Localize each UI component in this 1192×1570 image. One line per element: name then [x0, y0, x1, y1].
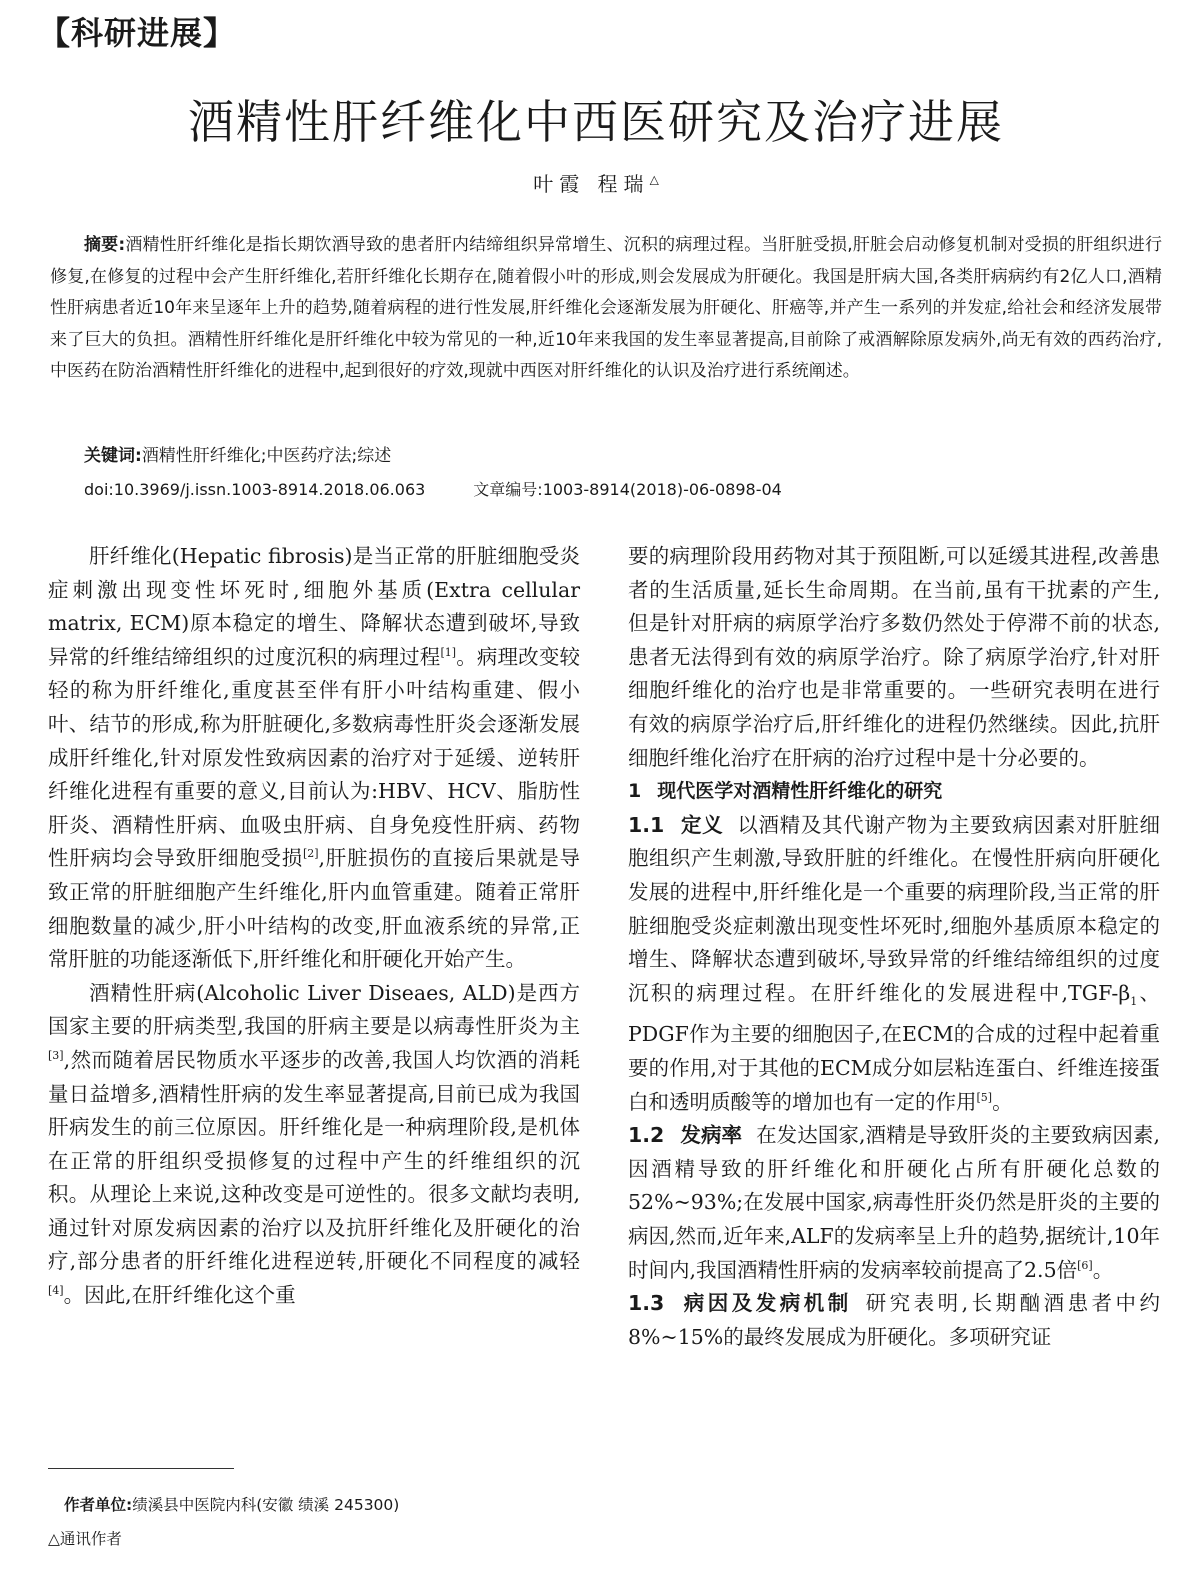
keywords: [84, 441, 391, 466]
affiliation-label: 作者单位:: [64, 1496, 133, 1514]
subscript: 1: [1130, 994, 1138, 1008]
section-number: 1: [628, 780, 642, 803]
section-tag: 【科研进展】: [38, 14, 237, 52]
left-column: [48, 540, 580, 1313]
subsection-title: 病因及发病机制: [680, 1291, 852, 1316]
abstract-label: 摘要:: [84, 235, 126, 255]
citation: [2]: [302, 847, 319, 861]
corresponding-author-note: △通讯作者: [48, 1530, 122, 1548]
article-title: 酒精性肝纤维化中西医研究及治疗进展: [188, 95, 1004, 149]
author-names: 叶霞 程瑞: [533, 172, 650, 196]
citation: [1]: [440, 645, 457, 659]
subsection-incidence: 1.2 发病率 在发达国家,酒精是导致肝炎的主要致病因素,因酒精导致的肝纤维化和肝硬化占所有肝硬化总数的52%~93%;在发展中国家,病毒性肝炎仍然是肝炎的主要的病因,然而,近年来,ALF的发病率呈上升的趋势,据统计,10年时间内,我国酒精性肝病的发病率较前提高了2.5倍[6]。: [628, 1123, 1160, 1282]
subsection-number: 1.2: [628, 1123, 665, 1148]
subsection-title: 定义: [680, 812, 724, 837]
subsection-number: 1.1: [628, 812, 665, 837]
citation: [4]: [48, 1284, 64, 1298]
abstract-text: 酒精性肝纤维化是指长期饮酒导致的患者肝内结缔组织异常增生、沉积的病理过程。当肝脏受损,肝脏会启动修复机制对受损的肝组织进行修复,在修复的过程中会产生肝纤维化,若肝纤维化长期存在,随着假小叶的形成,则会发展成为肝硬化。我国是肝病大国,各类肝病病约有2亿人口,酒精性肝病患者近10年来呈逐年上升的趋势,随着病程的进行性发展,肝纤维化会逐渐发展为肝硬化、肝癌等,并产生一系列的并发症,给社会和经济发展带来了巨大的负担。酒精性肝纤维化是肝纤维化中较为常见的一种,近10年来我国的发生率显著提高,目前除了戒酒解除原发病外,尚无有效的西药治疗,中医药在防治酒精性肝纤维化的进程中,起到很好的疗效,现就中西医对肝纤维化的认识及治疗进行系统阐述。: [50, 235, 1162, 381]
citation: [5]: [976, 1090, 993, 1104]
body-paragraph: 肝纤维化(Hepatic fibrosis)是当正常的肝脏细胞受炎症刺激出现变性坏死时,细胞外基质(Extra cellular matrix, ECM)原本稳定的增生、降解状态遭到破坏,导致异常的纤维结缔组织的过度沉积的病理过程[1]。病理改变较轻的称为肝纤维化,重度甚至伴有肝小叶结构重建、假小叶、结节的形成,称为肝脏硬化,多数病毒性肝炎会逐渐发展成肝纤维化,针对原发性致病因素的治疗对于延缓、逆转肝纤维化进程有重要的意义,目前认为:HBV、HCV、脂肪性肝炎、酒精性肝病、血吸虫肝病、自身免疫性肝病、药物性肝病均会导致肝细胞受损[2],肝脏损伤的直接后果就是导致正常的肝脏细胞产生纤维化,肝内血管重建。随着正常肝细胞数量的减少,肝小叶结构的改变,肝血液系统的异常,正常肝脏的功能逐渐低下,肝纤维化和肝硬化开始产生。: [48, 544, 581, 972]
section-heading: [628, 775, 1160, 809]
section-title: 现代医学对酒精性肝纤维化的研究: [657, 780, 943, 803]
doi-line: [84, 477, 782, 500]
footnote-divider: [48, 1468, 234, 1469]
subsection-etiology: 1.3 病因及发病机制 研究表明,长期酗酒患者中约8%~15%的最终发展成为肝硬化。多项研究证: [628, 1291, 1161, 1349]
subsection-number: 1.3: [628, 1291, 665, 1316]
article-number: 文章编号:1003-8914(2018)-06-0898-04: [473, 480, 782, 499]
citation: [6]: [1077, 1258, 1093, 1272]
abstract: [50, 230, 1162, 388]
subsection-title: 发病率: [680, 1123, 743, 1148]
keywords-label: 关键词:: [84, 446, 142, 466]
citation: [3]: [48, 1049, 64, 1063]
right-column: [628, 540, 1160, 1354]
subsection-definition: 1.1 定义 以酒精及其代谢产物为主要致病因素对肝脏细胞组织产生刺激,导致肝脏的纤维化。在慢性肝病向肝硬化发展的进程中,肝纤维化是一个重要的病理阶段,当正常的肝脏细胞受炎症刺激出现变性坏死时,细胞外基质原本稳定的增生、降解状态遭到破坏,导致异常的纤维结缔组织的过度沉积的病理过程。在肝纤维化的发展进程中$,TGF-\beta_1$、PDGF作为主要的细胞因子,在ECM的合成的过程中起着重要的作用,对于其他的ECM成分如层粘连蛋白、纤维连接蛋白和透明质酸等的增加也有一定的作用[5]。: [628, 812, 1161, 1114]
doi-text: doi:10.3969/j.issn.1003-8914.2018.06.063: [84, 480, 426, 499]
corresponding-author-mark: △: [649, 172, 659, 187]
affiliation-text: 绩溪县中医院内科(安徽 绩溪 245300): [132, 1496, 400, 1514]
keywords-text: 酒精性肝纤维化;中医药疗法;综述: [141, 446, 392, 466]
body-paragraph: 酒精性肝病(Alcoholic Liver Diseaes, ALD)是西方国家主要的肝病类型,我国的肝病主要是以病毒性肝炎为主[3],然而随着居民物质水平逐步的改善,我国人均饮酒的消耗量日益增多,酒精性肝病的发生率显著提高,目前已成为我国肝病发生的前三位原因。肝纤维化是一种病理阶段,是机体在正常的肝组织受损修复的过程中产生的纤维组织的沉积。从理论上来说,这种改变是可逆性的。很多文献均表明,通过针对原发病因素的治疗以及抗肝纤维化及肝硬化的治疗,部分患者的肝纤维化进程逆转,肝硬化不同程度的减轻[4]。因此,在肝纤维化这个重: [48, 980, 580, 1308]
author-affiliation: [64, 1493, 399, 1515]
author-line: [0, 168, 1192, 197]
body-paragraph: 要的病理阶段用药物对其于预阻断,可以延缓其进程,改善患者的生活质量,延长生命周期。在当前,虽有干扰素的产生,但是针对肝病的病原学治疗多数仍然处于停滞不前的状态,患者无法得到有效的病原学治疗。除了病原学治疗,针对肝细胞纤维化的治疗也是非常重要的。一些研究表明在进行有效的病原学治疗后,肝纤维化的进程仍然继续。因此,抗肝细胞纤维化治疗在肝病的治疗过程中是十分必要的。: [628, 544, 1160, 770]
